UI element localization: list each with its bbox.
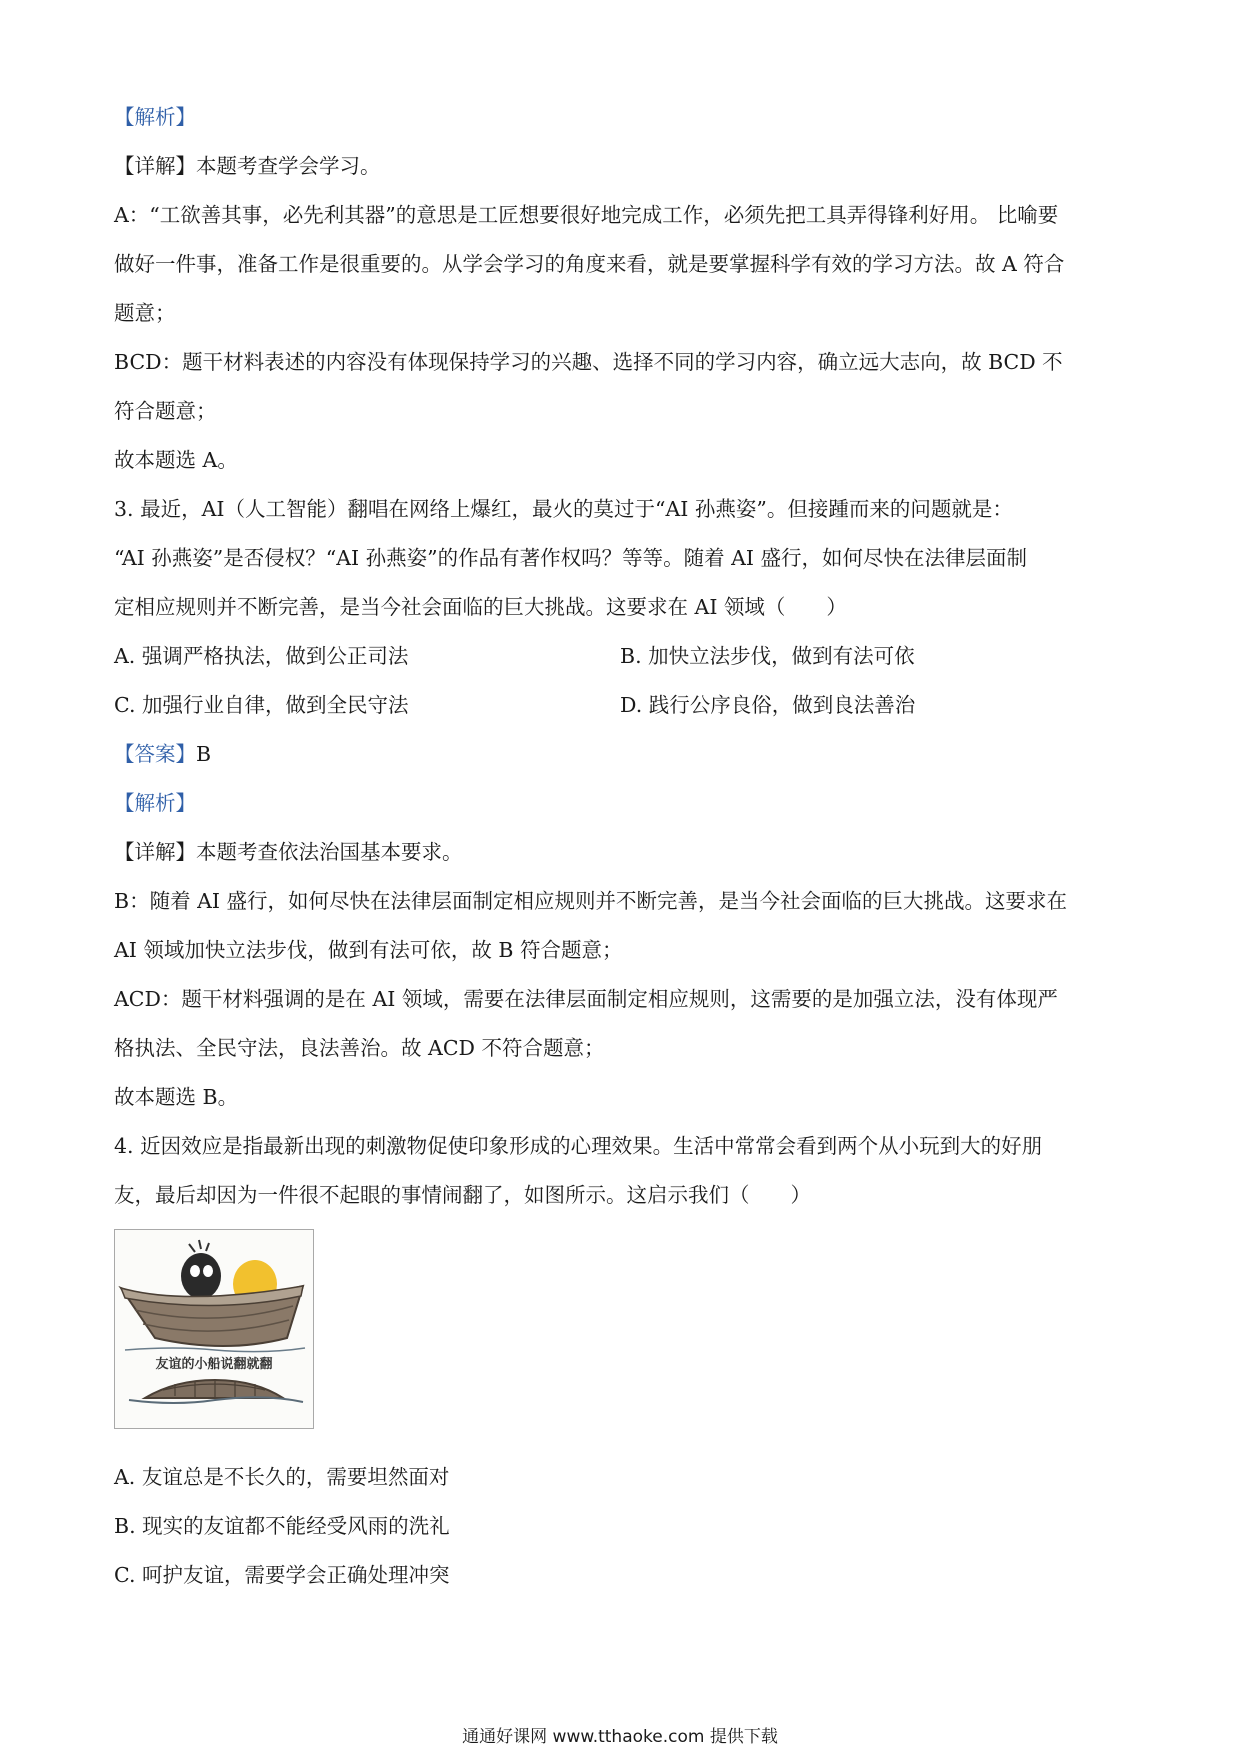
detail-heading: 【详解】本题考查学会学习。 bbox=[114, 154, 381, 178]
q3-stem-2: “AI 孙燕姿”是否侵权？“AI 孙燕姿”的作品有著作权吗？等等。随着 AI 盛行，如何尽快在法律层面制 bbox=[114, 546, 1028, 570]
analysis-text-a-2: 做好一件事，准备工作是很重要的。从学会学习的角度来看，就是要掌握科学有效的学习方法。故 A 符合 bbox=[114, 252, 1065, 276]
q3-analysis-b-1: B：随着 AI 盛行，如何尽快在法律层面制定相应规则并不断完善，是当今社会面临的巨大挑战。这要求在 bbox=[114, 889, 1067, 913]
page-footer: 通通好课网 www.tthaoke.com 提供下载 bbox=[462, 1727, 778, 1747]
q4-option-a: A. 友谊总是不长久的，需要坦然面对 bbox=[114, 1465, 450, 1489]
q4-option-b: B. 现实的友谊都不能经受风雨的洗礼 bbox=[114, 1514, 450, 1538]
friendship-boat-cartoon bbox=[114, 1229, 314, 1429]
answer-value: B bbox=[196, 742, 212, 766]
q4-option-c: C. 呵护友谊，需要学会正确处理冲突 bbox=[114, 1563, 450, 1587]
cartoon-caption: 友谊的小船说翻就翻 bbox=[155, 1357, 273, 1372]
q3-answer bbox=[114, 740, 211, 768]
answer-tag: 【答案】 bbox=[114, 742, 196, 766]
black-character-eye-2 bbox=[203, 1265, 213, 1277]
analysis-text-bcd-2: 符合题意； bbox=[114, 399, 217, 423]
q3-option-a: A. 强调严格执法，做到公正司法 bbox=[114, 644, 409, 668]
q4-stem-2: 友，最后却因为一件很不起眼的事情闹翻了，如图所示。这启示我们（ ） bbox=[114, 1183, 811, 1207]
q3-conclusion: 故本题选 B。 bbox=[114, 1085, 239, 1109]
q4-stem-1: 4. 近因效应是指最新出现的刺激物促使印象形成的心理效果。生活中常常会看到两个从小玩到大的好朋 bbox=[114, 1134, 1043, 1158]
q3-stem-1: 3. 最近，AI（人工智能）翻唱在网络上爆红，最火的莫过于“AI 孙燕姿”。但接踵而来的问题就是： bbox=[114, 497, 1013, 521]
analysis-text-a-1: A：“工欲善其事，必先利其器”的意思是工匠想要很好地完成工作，必须先把工具弄得锋利好用。 比喻要 bbox=[114, 203, 1059, 227]
q3-analysis-acd-2: 格执法、全民守法，良法善治。故 ACD 不符合题意； bbox=[114, 1036, 605, 1060]
q3-stem-3: 定相应规则并不断完善，是当今社会面临的巨大挑战。这要求在 AI 领域（ ） bbox=[114, 595, 847, 619]
analysis-conclusion: 故本题选 A。 bbox=[114, 448, 238, 472]
q3-option-d: D. 践行公序良俗，做到良法善治 bbox=[620, 693, 916, 717]
analysis-tag: 【解析】 bbox=[114, 105, 196, 129]
analysis-text-a-3: 题意； bbox=[114, 301, 176, 325]
q3-detail-heading: 【详解】本题考查依法治国基本要求。 bbox=[114, 840, 463, 864]
water-line bbox=[125, 1348, 305, 1352]
q3-option-c: C. 加强行业自律，做到全民守法 bbox=[114, 693, 409, 717]
boat-illustration bbox=[115, 1230, 313, 1428]
q3-analysis-tag: 【解析】 bbox=[114, 791, 196, 815]
black-character bbox=[181, 1253, 221, 1299]
q3-option-b: B. 加快立法步伐，做到有法可依 bbox=[620, 644, 915, 668]
black-character-eye bbox=[190, 1265, 200, 1277]
q3-analysis-b-2: AI 领域加快立法步伐，做到有法可依，故 B 符合题意； bbox=[114, 938, 623, 962]
anger-marks bbox=[189, 1240, 209, 1252]
analysis-text-bcd-1: BCD：题干材料表述的内容没有体现保持学习的兴趣、选择不同的学习内容，确立远大志向，故 BCD 不 bbox=[114, 350, 1063, 374]
q3-analysis-acd-1: ACD：题干材料强调的是在 AI 领域，需要在法律层面制定相应规则，这需要的是加强立法，没有体现严 bbox=[114, 987, 1058, 1011]
